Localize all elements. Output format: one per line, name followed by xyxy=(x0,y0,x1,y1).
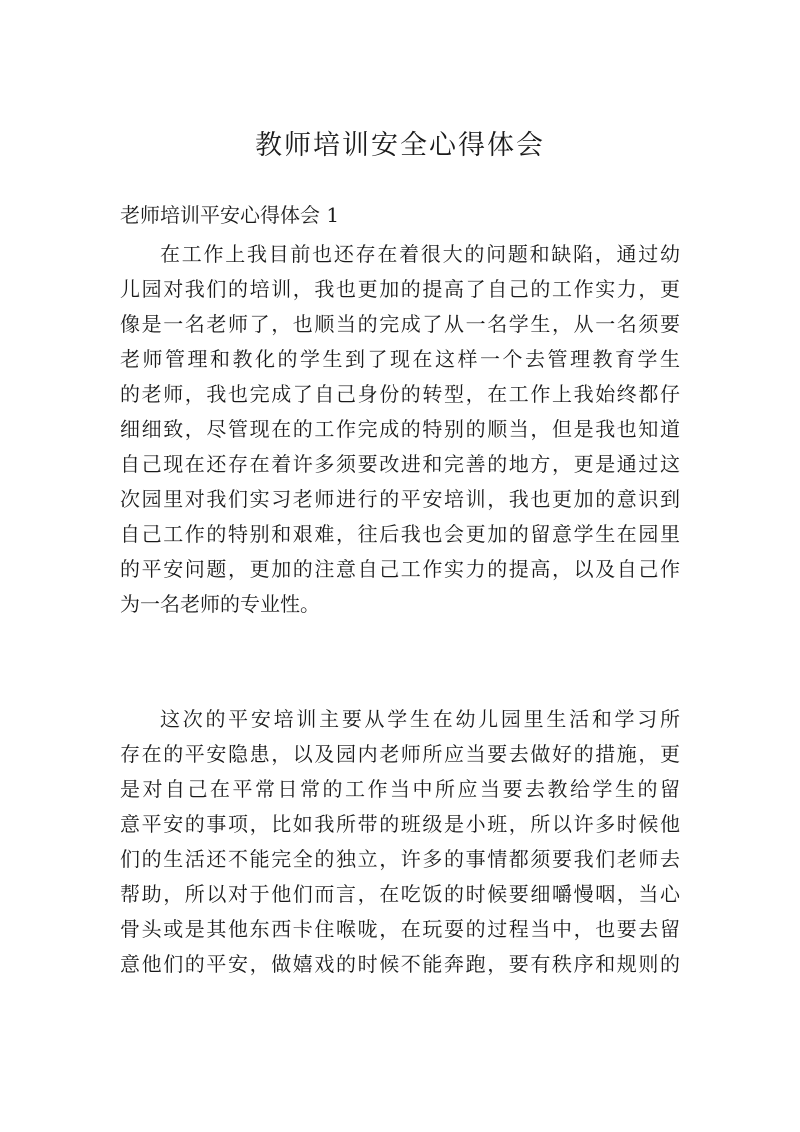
paragraph-line: 为一名老师的专业性。 xyxy=(120,592,320,616)
paragraph-line: 是对自己在平常日常的工作当中所应当要去教给学生的留 xyxy=(120,777,680,801)
paragraph-line: 意平安的事项，比如我所带的班级是小班，所以许多时候他 xyxy=(120,812,680,836)
paragraph-2 xyxy=(120,702,680,982)
section-heading: 老师培训平安心得体会 1 xyxy=(120,203,340,227)
paragraph-line: 像是一名老师了，也顺当的完成了从一名学生，从一名须要 xyxy=(120,312,680,336)
paragraph-line: 自己现在还存在着许多须要改进和完善的地方，更是通过这 xyxy=(120,452,680,476)
paragraph-line: 的老师，我也完成了自己身份的转型，在工作上我始终都仔 xyxy=(120,382,680,406)
paragraph-line: 次园里对我们实习老师进行的平安培训，我也更加的意识到 xyxy=(120,487,680,511)
paragraph-1 xyxy=(120,237,680,622)
document-title: 教师培训安全心得体会 xyxy=(255,130,545,161)
paragraph-line: 们的生活还不能完全的独立，许多的事情都须要我们老师去 xyxy=(120,847,680,871)
paragraph-line: 这次的平安培训主要从学生在幼儿园里生活和学习所 xyxy=(160,707,680,731)
paragraph-line: 细细致，尽管现在的工作完成的特别的顺当，但是我也知道 xyxy=(120,417,680,441)
paragraph-line: 自己工作的特别和艰难，往后我也会更加的留意学生在园里 xyxy=(120,522,680,546)
paragraph-line: 意他们的平安，做嬉戏的时候不能奔跑，要有秩序和规则的 xyxy=(120,952,680,976)
paragraph-line: 儿园对我们的培训，我也更加的提高了自己的工作实力，更 xyxy=(120,277,680,301)
paragraph-line: 骨头或是其他东西卡住喉咙，在玩耍的过程当中，也要去留 xyxy=(120,917,680,941)
paragraph-line: 老师管理和教化的学生到了现在这样一个去管理教育学生 xyxy=(120,347,680,371)
paragraph-line: 帮助，所以对于他们而言，在吃饭的时候要细嚼慢咽，当心 xyxy=(120,882,680,906)
paragraph-line: 存在的平安隐患，以及园内老师所应当要去做好的措施，更 xyxy=(120,742,680,766)
paragraph-line: 在工作上我目前也还存在着很大的问题和缺陷，通过幼 xyxy=(160,242,680,266)
paragraph-line: 的平安问题，更加的注意自己工作实力的提高，以及自己作 xyxy=(120,557,680,581)
